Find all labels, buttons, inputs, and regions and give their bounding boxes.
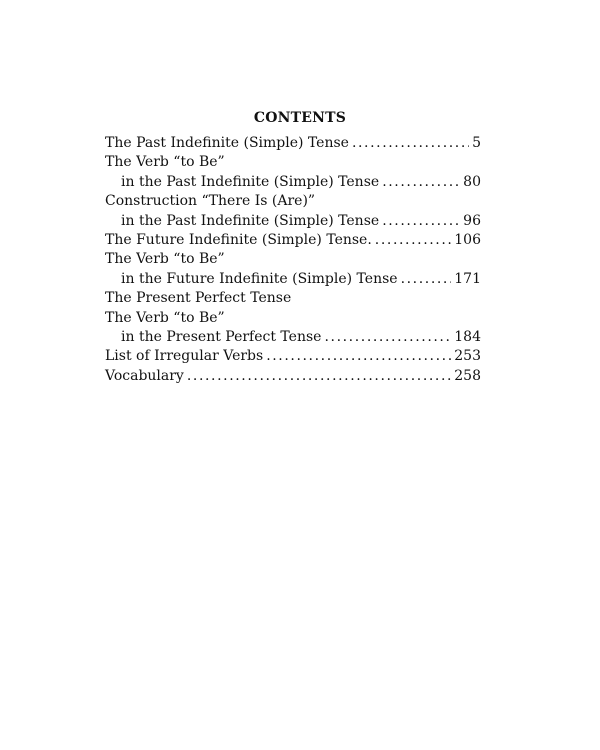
toc-entry-page: 80 xyxy=(463,173,481,190)
toc-heading xyxy=(105,153,481,172)
toc-heading-title: The Verb “to Be” xyxy=(105,251,225,268)
toc-entry[interactable] xyxy=(105,212,481,231)
toc-entry[interactable] xyxy=(105,367,481,386)
toc-entry-title: List of Irregular Verbs xyxy=(105,348,264,365)
toc-entry-title: in the Present Perfect Tense xyxy=(121,329,322,346)
toc-entry-title: in the Past Indefinite (Simple) Tense xyxy=(121,173,380,190)
toc-heading xyxy=(105,309,481,328)
toc-entry[interactable] xyxy=(105,231,481,250)
toc-heading xyxy=(105,289,481,308)
toc-heading-title: The Verb “to Be” xyxy=(105,309,225,326)
toc-entry-page: 253 xyxy=(454,348,481,365)
toc-entry[interactable] xyxy=(105,270,481,289)
toc-heading-title: The Present Perfect Tense xyxy=(105,290,292,307)
dot-leader xyxy=(187,367,451,386)
dot-leader xyxy=(375,231,451,250)
toc-entry-title: Vocabulary xyxy=(105,367,184,384)
dot-leader xyxy=(352,134,469,153)
dot-leader xyxy=(401,270,452,289)
page-title: CONTENTS xyxy=(253,110,347,126)
dot-leader xyxy=(324,328,451,347)
toc-entry[interactable] xyxy=(105,347,481,366)
toc-entry-title: The Future Indefinite (Simple) Tense. xyxy=(105,232,372,249)
toc-entry-page: 106 xyxy=(454,232,481,249)
toc-entry-title: in the Future Indefinite (Simple) Tense xyxy=(121,270,398,287)
toc-entry-page: 96 xyxy=(463,212,481,229)
dot-leader xyxy=(266,347,451,366)
toc-heading xyxy=(105,250,481,269)
toc-entry-title: in the Past Indefinite (Simple) Tense xyxy=(121,212,380,229)
toc-heading-title: The Verb “to Be” xyxy=(105,154,225,171)
toc-entry-page: 171 xyxy=(454,270,481,287)
dot-leader xyxy=(382,212,460,231)
toc-entry[interactable] xyxy=(105,328,481,347)
toc-entry-page: 5 xyxy=(472,135,481,151)
table-of-contents xyxy=(105,134,481,386)
toc-entry-page: 184 xyxy=(454,329,481,346)
toc-entry[interactable] xyxy=(105,134,481,153)
toc-heading-title: Construction “There Is (Are)” xyxy=(105,193,316,210)
toc-entry-page: 258 xyxy=(454,367,481,384)
dot-leader xyxy=(382,173,460,192)
toc-heading xyxy=(105,192,481,211)
toc-entry-title: The Past Indefinite (Simple) Tense xyxy=(105,135,349,151)
toc-entry[interactable] xyxy=(105,173,481,192)
